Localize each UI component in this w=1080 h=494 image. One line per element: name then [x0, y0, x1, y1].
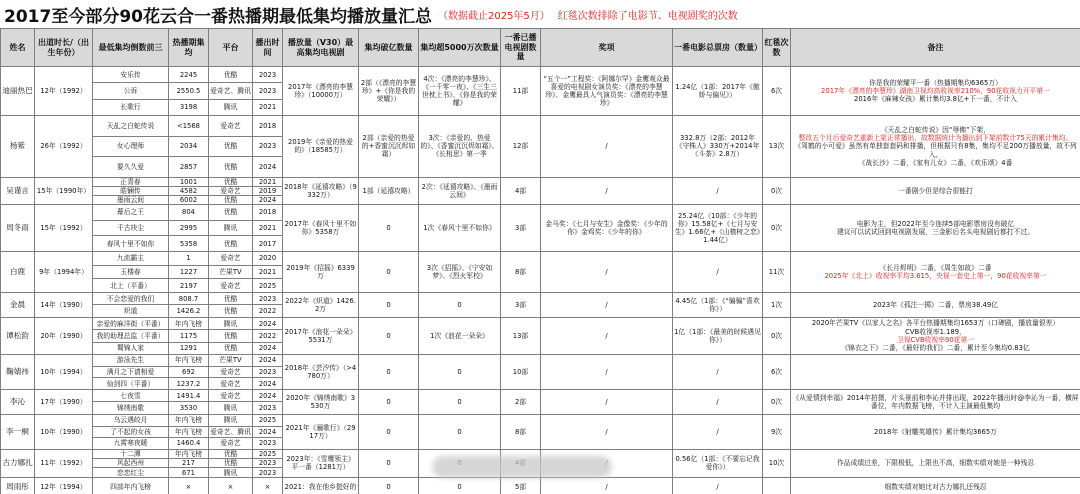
cell-drama-avg-views: 2197 — [169, 279, 209, 293]
cell-drama-year: 2021 — [253, 99, 283, 115]
header-row — [1, 29, 1080, 67]
cell-red-carpet: 9次 — [763, 414, 791, 449]
cell-drama-year: 2024 — [253, 317, 283, 329]
cell-top-drama: 2021年《骊歌行》（2917万） — [283, 414, 359, 449]
cell-drama-year: 2024 — [253, 354, 283, 366]
cell-drama-year: 2023 — [253, 459, 283, 468]
cell-over-50m: 0 — [419, 292, 501, 317]
note-line: 《从爱情到幸福》2014年拍摄，片头景前和李沁并排出现，2022年播出时@李沁为一番，横屏番位，年内数据飞榜，不计入主演最低集均 — [792, 393, 1079, 410]
cell-drama-year: 2023 — [253, 83, 283, 99]
cell-drama-platform: 爱奇艺、腾讯 — [209, 83, 253, 99]
cell-drama-title: 风起西州 — [93, 459, 169, 468]
note-line: 2025年《北上》收视率平均3.615，央视一套史上第一，90花收视率第一 — [824, 271, 1047, 280]
header-notes: 备注 — [791, 29, 1080, 67]
cell-actress-name: 杨紫 — [1, 115, 35, 177]
cell-box-office: 25.24亿（10部：《少年的你》15.58亿+《七月与安生》1.66亿+《山楂树之恋》1.44亿） — [673, 204, 763, 251]
table-row — [1, 177, 1080, 186]
cell-drama-avg-views: 692 — [169, 366, 209, 378]
cell-over-100m: 2部（亲爱的热爱的+香蜜沉沉烬如霜） — [359, 115, 419, 177]
cell-drama-platform: 优酷 — [209, 136, 253, 157]
cell-top-drama: 2018年《芸汐传》（>4780万） — [283, 354, 359, 389]
cell-drama-avg-views: 1175 — [169, 330, 209, 342]
cell-over-100m: 0 — [359, 449, 419, 477]
cell-notes — [791, 477, 1080, 494]
header-lowest-dramas: 最低集均倒数前三 — [93, 29, 169, 67]
cell-box-office: / — [673, 177, 763, 204]
cell-drama-avg-views: 1491.4 — [169, 389, 209, 402]
table-body — [1, 67, 1080, 494]
cell-drama-platform: × — [209, 477, 253, 494]
cell-drama-year: 2024 — [253, 195, 283, 204]
cell-over-50m: 0 — [419, 477, 501, 494]
cell-drama-year: 2023 — [253, 366, 283, 378]
cell-drama-year: 2021 — [253, 220, 283, 236]
cell-actress-name: 金晨 — [1, 292, 35, 317]
cell-drama-year: 2024 — [253, 389, 283, 402]
cell-drama-title: 九霄寒夜暖 — [93, 438, 169, 450]
cell-actress-name: 周冬雨 — [1, 204, 35, 251]
cell-awards: / — [541, 115, 673, 177]
cell-actress-name: 古力娜扎 — [1, 449, 35, 477]
cell-red-carpet: 1次 — [763, 292, 791, 317]
note-line: 2020年芒果TV《以家人之名》各平台热播期集均1653万（口碑剧，播放量很差） — [811, 319, 1060, 328]
cell-red-carpet: 0次 — [763, 389, 791, 414]
cell-lead-count: 8部 — [501, 414, 541, 449]
cell-drama-avg-views: 4582 — [169, 186, 209, 195]
cell-actress-name: 李沁 — [1, 389, 35, 414]
cell-drama-avg-views: 2857 — [169, 157, 209, 178]
cell-notes — [791, 204, 1080, 251]
cell-drama-avg-views: 年内飞榜 — [169, 414, 209, 426]
cell-over-50m: 4次：《漂亮的李慧珍》、《一千零一夜》、《三生三世枕上书》、《你是我的荣耀》 — [419, 67, 501, 116]
note-line: 作品成绩过差，下限极低，上限也不高，细数实绩对她是一种残忍 — [836, 459, 1035, 468]
note-line: 《锦衣之下》二番，《最好的我们》二番，累计至今集均0.83亿 — [841, 344, 1030, 353]
table-row — [1, 389, 1080, 402]
cell-over-50m: 0 — [419, 354, 501, 389]
cell-drama-title: 北上（平番） — [93, 279, 169, 293]
cell-top-drama: 2017年《春风十里不如你》5358万 — [283, 204, 359, 251]
blurred-watermark — [432, 456, 612, 478]
cell-awards: / — [541, 477, 673, 494]
cell-awards: / — [541, 414, 673, 449]
cell-notes — [791, 292, 1080, 317]
cell-over-100m: 0 — [359, 251, 419, 292]
cell-notes — [791, 354, 1080, 389]
cell-drama-year: 2023 — [253, 468, 283, 477]
cell-box-office: / — [673, 414, 763, 449]
note-line: 你是我的荣耀平一番（热播期集均6365万） — [869, 78, 1002, 87]
cell-drama-title: 七夜雪 — [93, 389, 169, 402]
cell-actress-name: 周雨彤 — [1, 477, 35, 494]
cell-drama-title: 天乩之白蛇传说 — [93, 115, 169, 136]
cell-drama-platform: 优酷 — [209, 177, 253, 186]
cell-drama-year: × — [253, 477, 283, 494]
cell-debut-years: 12年（1992） — [35, 67, 93, 116]
cell-drama-platform: 优酷 — [209, 292, 253, 305]
cell-notes — [791, 449, 1080, 477]
cell-drama-avg-views: 1227 — [169, 265, 209, 279]
cell-awards: “五个一”工程奖：《阿娜尔罕》金鹰观众最喜爱的电视剧女演员奖：《漂亮的李慧珍》、金鹰最具人气演员奖：《漂亮的李慧珍》 — [541, 67, 673, 116]
cell-drama-avg-views: 804 — [169, 204, 209, 220]
cell-awards: / — [541, 251, 673, 292]
cell-drama-platform: 芒果TV — [209, 265, 253, 279]
cell-drama-avg-views: 2245 — [169, 67, 209, 83]
cell-awards: / — [541, 292, 673, 317]
cell-red-carpet: 11次 — [763, 251, 791, 292]
cell-actress-name: 李一桐 — [1, 414, 35, 449]
cell-top-drama: 2017年《浪花一朵朵》5531万 — [283, 317, 359, 354]
cell-notes — [791, 317, 1080, 354]
note-line: 细数实绩对她比对古力娜扎还残忍 — [884, 482, 987, 491]
cell-over-50m: 0 — [419, 389, 501, 414]
cell-drama-title: 游泳先生 — [93, 354, 169, 366]
cell-drama-year: 2024 — [253, 426, 283, 438]
cell-drama-platform: 腾讯 — [209, 414, 253, 426]
cell-notes — [791, 67, 1080, 116]
cell-drama-avg-views: 5358 — [169, 236, 209, 252]
cell-lead-count: 8部 — [501, 251, 541, 292]
cell-notes — [791, 115, 1080, 177]
cell-awards: / — [541, 177, 673, 204]
table-row — [1, 317, 1080, 329]
cell-top-drama: 2022年《炽道》1426.2万 — [283, 292, 359, 317]
cell-debut-years: 10年（1990） — [35, 414, 93, 449]
cell-box-office: 332.8万（2部：2012年《守株人》330万+2014年《斗茶》2.8万） — [673, 115, 763, 177]
cell-drama-year: 2018 — [253, 204, 283, 220]
cell-drama-title: 春风十里不如你 — [93, 236, 169, 252]
cell-over-100m: 1部（延禧攻略） — [359, 177, 419, 204]
cell-lead-count: 10部 — [501, 354, 541, 389]
cell-lead-count: 2部 — [501, 389, 541, 414]
header-over-100m: 集均破亿数量 — [359, 29, 419, 67]
cell-notes — [791, 177, 1080, 204]
cell-drama-platform: 优酷 — [209, 459, 253, 468]
cell-drama-year: 2023 — [253, 67, 283, 83]
table-row — [1, 67, 1080, 83]
table-row — [1, 292, 1080, 305]
header-platform: 平台 — [209, 29, 253, 67]
cell-drama-title: 墨雨云间 — [93, 195, 169, 204]
cell-drama-avg-views: 3530 — [169, 402, 209, 415]
cell-drama-title: 女心理师 — [93, 136, 169, 157]
cell-drama-year: 2021 — [253, 177, 283, 186]
cell-drama-title: 我的助理总监（平番） — [93, 330, 169, 342]
cell-drama-avg-views: 2034 — [169, 136, 209, 157]
cell-drama-platform: 优酷 — [209, 449, 253, 458]
red-carpet-note: 红毯次数排除了电影节、电视剧奖的次数 — [557, 10, 738, 22]
cell-drama-year: 2023 — [253, 292, 283, 305]
cell-over-100m: 0 — [359, 317, 419, 354]
header-box-office: 一番电影总票房（数量） — [673, 29, 763, 67]
cell-drama-platform: 优酷 — [209, 67, 253, 83]
cell-drama-platform: 爱奇艺 — [209, 251, 253, 265]
cell-drama-platform: 腾讯 — [209, 99, 253, 115]
cell-actress-name: 白鹿 — [1, 251, 35, 292]
cell-drama-year: 2024 — [253, 378, 283, 390]
cell-awards: / — [541, 354, 673, 389]
cell-red-carpet: 0次 — [763, 204, 791, 251]
cell-drama-year: 2025 — [253, 449, 283, 458]
table-row — [1, 204, 1080, 220]
cell-debut-years: 17年（1990） — [35, 389, 93, 414]
cell-drama-platform: 芒果TV — [209, 354, 253, 366]
cell-drama-title: 蜀锦人家 — [93, 342, 169, 354]
note-line: 2023年《孤注一掷》二番，票房38.49亿 — [872, 300, 999, 309]
cell-over-100m: 0 — [359, 292, 419, 317]
cell-drama-avg-views: 217 — [169, 459, 209, 468]
cell-over-50m: 3次《招摇》、《宁安如梦》、《烈火军校》 — [419, 251, 501, 292]
ratings-table — [0, 28, 1080, 494]
cell-debut-years: 14年（1990） — [35, 292, 93, 317]
cell-over-100m: 0 — [359, 477, 419, 494]
cell-drama-title: 要久久爱 — [93, 157, 169, 178]
cell-drama-avg-views: 1237.2 — [169, 378, 209, 390]
cell-lead-count: 4部 — [501, 177, 541, 204]
cell-drama-title: 十二潭 — [93, 449, 169, 458]
cell-drama-platform: 优酷 — [209, 305, 253, 318]
cell-drama-avg-views: 年内飞榜 — [169, 317, 209, 329]
cell-drama-title: 乌云遇皎月 — [93, 414, 169, 426]
cell-drama-avg-views: × — [169, 477, 209, 494]
cell-drama-avg-views: 2550.5 — [169, 83, 209, 99]
cell-box-office: 1.24亿（1部：2017年《傲娇与偏见》） — [673, 67, 763, 116]
note-line: 《驾鹤的小可爱》虽然有单独套套码和排播，但根据只有8集，集均不足200万播放量，故不列入。 — [794, 142, 1077, 159]
page-title: 2017至今部分90花云合一番热播期最低集均播放量汇总 — [4, 6, 432, 27]
table-row — [1, 414, 1080, 426]
cell-drama-year: 2025 — [253, 279, 283, 293]
cell-drama-year: 2022 — [253, 305, 283, 318]
cell-drama-title: 长歌行 — [93, 99, 169, 115]
header-red-carpet: 红毯次数 — [763, 29, 791, 67]
cell-debut-years: 15年（1990年） — [35, 177, 93, 204]
cell-debut-years: 9年（1994年） — [35, 251, 93, 292]
cell-debut-years: 11年（1992） — [35, 449, 93, 477]
cell-drama-platform: 优酷 — [209, 204, 253, 220]
note-line: 电影为主，但2022年至今连续5部电影票房没有破亿 — [856, 219, 1015, 228]
cell-drama-avg-views: 1460.4 — [169, 438, 209, 450]
cell-over-50m: 1次《春风十里不如你》 — [419, 204, 501, 251]
cell-red-carpet: 10次 — [763, 449, 791, 477]
cell-drama-title: 公诉 — [93, 83, 169, 99]
cell-drama-year: 2021 — [253, 265, 283, 279]
cell-drama-avg-views: 2995 — [169, 220, 209, 236]
cell-over-100m: 0 — [359, 354, 419, 389]
cell-box-office: / — [673, 354, 763, 389]
cell-drama-title: 仙剑四（平番） — [93, 378, 169, 390]
cell-drama-title: 炽道 — [93, 305, 169, 318]
cell-over-100m: 0 — [359, 204, 419, 251]
cell-red-carpet — [763, 477, 791, 494]
cell-debut-years: 12年（1994） — [35, 477, 93, 494]
cell-drama-platform: 腾讯 — [209, 317, 253, 329]
note-line: 2018年《射雕英雄传》累计集均3665万 — [874, 427, 997, 436]
cell-debut-years: 15年（1992） — [35, 204, 93, 251]
cell-top-drama: 2018年《延禧攻略》（9332万） — [283, 177, 359, 204]
cell-drama-year: 2023 — [253, 438, 283, 450]
cell-drama-year: 2019 — [253, 186, 283, 195]
cell-drama-title: 四部年内飞榜 — [93, 477, 169, 494]
cell-actress-name: 吴谨言 — [1, 177, 35, 204]
cell-drama-platform: 爱奇艺 — [209, 366, 253, 378]
cell-drama-avg-views: 808.7 — [169, 292, 209, 305]
cell-over-50m: 2次：《延禧攻略》、《墨雨云间》 — [419, 177, 501, 204]
cell-drama-year: 2024 — [253, 342, 283, 354]
note-line: 建议可以试试回到电视剧发展，三金影后名头电视剧后都打不过。 — [836, 227, 1035, 236]
cell-lead-count: 11部 — [501, 67, 541, 116]
cell-drama-platform: 优酷 — [209, 157, 253, 178]
header-avg-views: 热播期集均 — [169, 29, 209, 67]
cell-drama-platform: 爱奇艺、腾讯 — [210, 427, 251, 436]
cell-top-drama: 2017年《漂亮的李慧珍》（10000万） — [283, 67, 359, 116]
cell-awards: / — [541, 317, 673, 354]
cell-drama-year: 2017 — [253, 236, 283, 252]
cell-drama-title: 千古玦尘 — [93, 220, 169, 236]
cell-top-drama: 2023年：《雪鹰领主》平一番（1281万） — [283, 449, 359, 477]
cell-awards: / — [541, 389, 673, 414]
header-over-50m: 集均超5000万次数量 — [419, 29, 501, 67]
cell-drama-avg-views: <1568 — [169, 115, 209, 136]
cell-notes — [791, 251, 1080, 292]
cell-drama-title: 玉楼春 — [93, 265, 169, 279]
cell-drama-avg-views: 6002 — [169, 195, 209, 204]
cell-drama-platform: 腾讯 — [209, 220, 253, 236]
cell-drama-title: 安乐传 — [93, 67, 169, 83]
cell-lead-count: 3部 — [501, 204, 541, 251]
cell-box-office: / — [673, 389, 763, 414]
cell-drama-title: 正青春 — [93, 177, 169, 186]
cell-drama-title: 不会恋爱的我们 — [93, 292, 169, 305]
note-line: 2016年《麻辣女孩》累计集均3.8亿+下一番，不计入 — [854, 95, 1017, 104]
cell-drama-avg-views: 3198 — [169, 99, 209, 115]
cell-lead-count: 5部 — [501, 477, 541, 494]
note-line: 《长月烬明》二番，《周生如故》二番 — [879, 263, 992, 272]
cell-notes — [791, 389, 1080, 414]
header-air-year: 播出时间 — [253, 29, 283, 67]
cell-drama-title: 亲爱的麻洋街（平番） — [93, 317, 169, 329]
cell-drama-title: 九流霸主 — [93, 251, 169, 265]
cell-box-office: / — [673, 477, 763, 494]
cell-drama-year: 2025 — [253, 414, 283, 426]
cell-awards: 金马奖：《七月与安生》金像奖：《少年的你》金鸡奖：《少年的你》 — [541, 204, 673, 251]
cell-drama-platform: 爱奇艺 — [209, 115, 253, 136]
cell-drama-year: 2023 — [253, 136, 283, 157]
cell-debut-years: 20年（1990） — [35, 317, 93, 354]
cell-drama-avg-views: 671 — [169, 468, 209, 477]
table-row — [1, 354, 1080, 366]
cell-debut-years: 10年（1994） — [35, 354, 93, 389]
cell-actress-name: 迪丽热巴 — [1, 67, 35, 116]
table-row — [1, 477, 1080, 494]
cell-over-50m: 0 — [419, 414, 501, 449]
cell-debut-years: 26年（1992） — [35, 115, 93, 177]
cell-drama-avg-views: 1291 — [169, 342, 209, 354]
cell-drama-platform: 爱奇艺 — [209, 389, 253, 402]
cell-drama-platform: 优酷 — [209, 342, 253, 354]
cell-drama-year: 2020 — [253, 251, 283, 265]
cell-top-drama: 2021：我在他乡挺好的 — [283, 477, 359, 494]
cell-box-office: / — [673, 251, 763, 292]
note-line: 整改五个月后爱奇艺重新上架正常播出，故数据统计为播出到下架前数计75天的累计集均。 — [798, 134, 1073, 143]
cell-drama-year: 2018 — [253, 115, 283, 136]
data-cutoff-note: （数据截止2025年5月） — [437, 10, 550, 22]
cell-lead-count: 12部 — [501, 115, 541, 177]
cell-drama-title: 幕后之王 — [93, 204, 169, 220]
cell-drama-platform: 爱奇艺 — [209, 378, 253, 390]
header-lead-count: 一番已播电视剧数量 — [501, 29, 541, 67]
cell-red-carpet: 6次 — [763, 354, 791, 389]
cell-red-carpet: 0次 — [763, 177, 791, 204]
cell-drama-platform: 腾讯 — [209, 468, 253, 477]
cell-drama-title: 皓镧传 — [93, 186, 169, 195]
cell-drama-platform: 优酷 — [209, 195, 253, 204]
header-name: 姓名 — [1, 29, 35, 67]
note-line: 2017年《漂亮的李慧珍》湖南卫视均高收视率210%，90花收视力开平第一 — [821, 86, 1050, 95]
cell-drama-title: 恋恋红尘 — [93, 468, 169, 477]
cell-drama-platform: 爱奇艺 — [209, 438, 253, 450]
cell-top-drama: 2019年《亲爱的热爱的》（18585万） — [283, 115, 359, 177]
cell-drama-avg-views: 年内飞榜 — [169, 426, 209, 438]
cell-drama-avg-views: 1 — [169, 251, 209, 265]
cell-over-100m: 0 — [359, 389, 419, 414]
cell-over-100m: 0 — [359, 414, 419, 449]
note-line: 《战长沙》二番，《家有儿女》二番，《欢乐颂》4番 — [858, 158, 1013, 167]
cell-actress-name: 谭松韵 — [1, 317, 35, 354]
note-line: 《天乩之白蛇传说》因“辱佛”下架， — [881, 125, 990, 134]
cell-drama-platform: 腾讯 — [209, 402, 253, 415]
cell-drama-title: 了不起的女孩 — [93, 426, 169, 438]
cell-over-50m: 3次：《亲爱的、热爱的》、《香蜜沉沉烬如霜》、《长相思》第一季 — [419, 115, 501, 177]
header-debut: 出道时长/（出生年份） — [35, 29, 93, 67]
cell-red-carpet: 6次 — [763, 67, 791, 116]
cell-drama-platform: 爱奇艺 — [209, 186, 253, 195]
cell-over-100m: 2部（《漂亮的李慧珍》+《你是我的荣耀》） — [359, 67, 419, 116]
note-line: 卫视CVB收视率90花第一 — [896, 335, 975, 344]
cell-drama-year: 2022 — [253, 330, 283, 342]
table-row — [1, 115, 1080, 136]
header-awards: 奖项 — [541, 29, 673, 67]
cell-drama-year: 2023 — [253, 402, 283, 415]
cell-lead-count: 3部 — [501, 292, 541, 317]
cell-drama-platform: 优酷 — [209, 330, 253, 342]
cell-top-drama: 2020年《锦绣南歌》3530万 — [283, 389, 359, 414]
cell-over-50m: 1次《浪花一朵朵》 — [419, 317, 501, 354]
cell-red-carpet: 0次 — [763, 317, 791, 354]
cell-box-office: 4.45亿（1部：《“骗骗”喜欢你》） — [673, 292, 763, 317]
cell-lead-count: 13部 — [501, 317, 541, 354]
cell-box-office: 0.56亿（1部：《不要忘记我爱你》） — [673, 449, 763, 477]
cell-notes — [791, 414, 1080, 449]
note-line: 一番剧少但是综合很能打 — [898, 186, 973, 195]
cell-box-office: 1亿（1部：《最美的时候遇见你》） — [673, 317, 763, 354]
header-top-drama: 播放量（V30）最高集均电视剧 — [283, 29, 359, 67]
cell-actress-name: 鞠婧祎 — [1, 354, 35, 389]
cell-drama-title: 锦绣南歌 — [93, 402, 169, 415]
cell-drama-platform: 优酷 — [209, 236, 253, 252]
cell-drama-avg-views: 1426.2 — [169, 305, 209, 318]
title-bar — [0, 0, 1080, 28]
table-row — [1, 251, 1080, 265]
cell-drama-year: 2024 — [253, 157, 283, 178]
cell-drama-avg-views: 1001 — [169, 177, 209, 186]
cell-drama-title: 满月之下请相爱 — [93, 366, 169, 378]
cell-drama-avg-views: 年内飞榜 — [169, 449, 209, 458]
cell-drama-platform: 爱奇艺 — [209, 279, 253, 293]
cell-top-drama: 2019年《招摇》6339万 — [283, 251, 359, 292]
cell-drama-avg-views: 年内飞榜 — [169, 354, 209, 366]
cell-red-carpet: 13次 — [763, 115, 791, 177]
note-line: CVB收视率1.189， — [905, 327, 966, 336]
